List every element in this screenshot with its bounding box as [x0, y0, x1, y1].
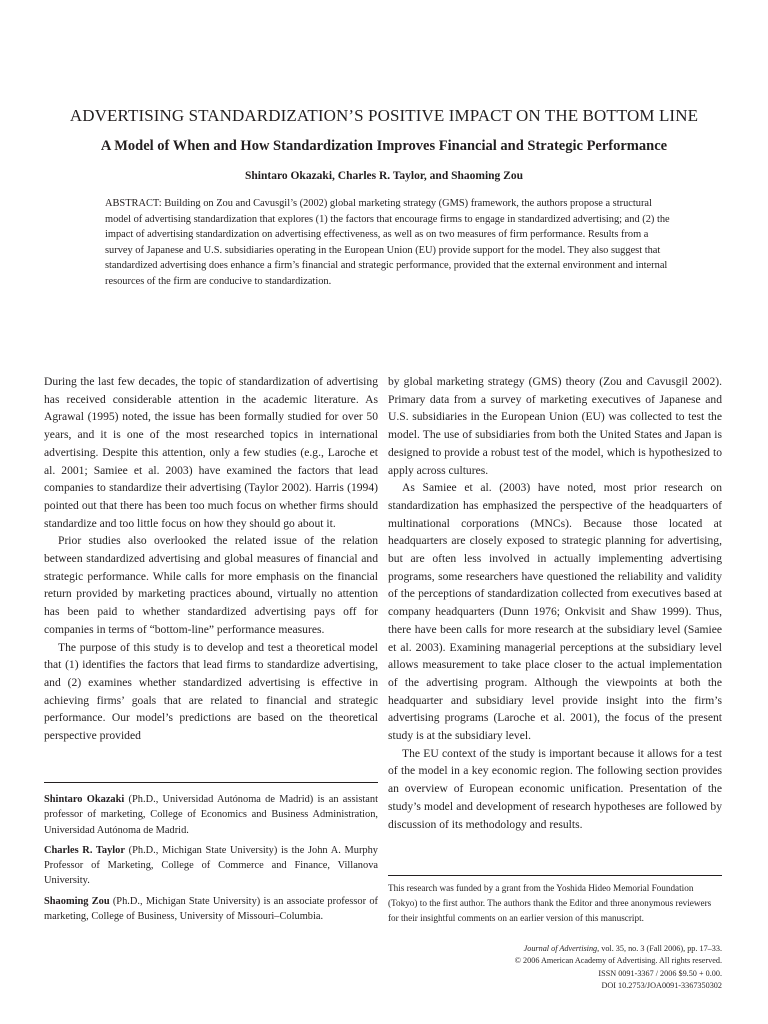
abstract: ABSTRACT: Building on Zou and Cavusgil’s (2002) global marketing strategy (GMS) framework, the authors propose a structural model of advertising standardization that explores (1) the factors that encourage firms to engage in standardized advertising; and (2) the impact of advertising standardization on advertising effectiveness, as well as on two measures of firm performance. Results from a survey of Japanese and U.S. subsidiaries operating in the European Union (EU) provide support for the model. They also suggest that standardized advertising does enhance a firm’s financial and strategic performance, provided that the external environment and internal resources of the firm are conducive to standardization.	[105, 198, 670, 287]
author-list: Shintaro Okazaki, Charles R. Taylor, and Shaoming Zou	[245, 170, 523, 182]
body-column-right	[388, 373, 722, 833]
author-bio-text: (Ph.D., Michigan State University) is the John A. Murphy Professor of Marketing, College of Commerce and Finance, Villanova University.	[44, 844, 378, 887]
author-name: Shaoming Zou	[44, 895, 110, 907]
paragraph: The EU context of the study is important because it allows for a test of the model in a key economic region. The following section provides an overview of European economic unification. Presentation of the study’s model and development of research hypotheses are followed by discussion of its methodology and results.	[388, 746, 722, 831]
doi: DOI 10.2753/JOA0091-3367350302	[601, 981, 722, 991]
funding-divider	[388, 875, 722, 876]
author-bio	[44, 843, 378, 889]
author-bio	[44, 792, 378, 838]
paragraph: The purpose of this study is to develop and test a theoretical model that (1) identifies the factors that lead firms to standardize advertising, and (2) examines whether standardized advertising is effective in achieving firms’ goals that are related to financial and strategic performance. Our model’s predictions are based on the theoretical perspective provided	[44, 640, 378, 743]
paragraph: As Samiee et al. (2003) have noted, most prior research on standardization has emphasized the perspective of the headquarters of multinational corporations (MNCs). Because those located at headquarters are closely exposed to strategic planning for advertising, but are often less involved in actually implementing advertising programs, some researchers have questioned the reliability and validity of the perceptions of standardization collected from executives based at company headquarters (Dunn 1976; Onkvisit and Shaw 1999). Thus, there have been calls for more research at the subsidiary level (Samiee et al. 2003). Examining managerial perceptions at the subsidiary level allows measurement to take place closer to the actual implementation of the advertising program. Although the viewpoints at both the headquarter and subsidiary level provide insight into the firm’s advertising programs (Laroche et al. 2001), the focus of the present study is at the subsidiary level.	[388, 481, 722, 743]
funding-note: This research was funded by a grant from the Yoshida Hideo Memorial Foundation (Tokyo) to the first author. The authors thank the Editor and three anonymous reviewers for their insightful comments on an earlier version of this manuscript.	[388, 883, 712, 923]
author-name: Shintaro Okazaki	[44, 794, 125, 805]
paragraph: Prior studies also overlooked the related issue of the relation between standardized advertising and global measures of financial and strategic performance. While calls for more emphasis on the financial return provided by marketing practices abound, virtually no attention has been paid to whether standardized advertising pays off for companies in terms of “bottom-line” performance measures.	[44, 534, 378, 636]
volume-pages: , vol. 35, no. 3 (Fall 2006), pp. 17–33.	[597, 944, 722, 953]
paragraph: During the last few decades, the topic of standardization of advertising has received considerable attention in the academic literature. As Agrawal (1995) noted, the issue has been formally studied for over 50 years, and it is one of the most researched topics in international advertising. Despite this attention, only a few studies (e.g., Laroche et al. 2001; Samiee et al. 2003) have examined the factors that lead companies to standardize their advertising (Taylor 2002). Harris (1994) pointed out that there has been too much focus on whether firms should standardize and too little focus on how they should go about it.	[44, 375, 378, 530]
paragraph: by global marketing strategy (GMS) theory (Zou and Cavusgil 2002). Primary data from a survey of marketing executives of Japanese and U.S. subsidiaries in the European Union (EU) was collected to test the model. The use of subsidiaries from both the United States and Japan is designed to provide a robust test of the model, which is hypothesized to apply across cultures.	[388, 375, 722, 477]
issn: ISSN 0091-3367 / 2006 $9.50 + 0.00.	[598, 968, 722, 978]
journal-name: Journal of Advertising	[523, 944, 598, 953]
citation-block	[388, 943, 722, 993]
author-name: Charles R. Taylor	[44, 844, 125, 856]
body-column-left	[44, 373, 378, 745]
author-bio-text: (Ph.D., Michigan State University) is an associate professor of marketing, College of Business, University of Missouri–Columbia.	[44, 895, 378, 923]
footnote-divider	[44, 782, 378, 783]
paper-subtitle: A Model of When and How Standardization Improves Financial and Strategic Performance	[100, 138, 668, 154]
author-bio-text: (Ph.D., Universidad Autónoma de Madrid) is an assistant professor of marketing, College of Economics and Business Administration, Universidad Autónoma de Madrid.	[44, 794, 378, 836]
author-bio	[44, 894, 378, 925]
author-bios	[44, 792, 378, 929]
copyright: © 2006 American Academy of Advertising. All rights reserved.	[514, 956, 722, 966]
paper-title: ADVERTISING STANDARDIZATION’S POSITIVE IMPACT ON THE BOTTOM LINE	[69, 106, 699, 125]
citation-journal-line	[388, 943, 722, 955]
